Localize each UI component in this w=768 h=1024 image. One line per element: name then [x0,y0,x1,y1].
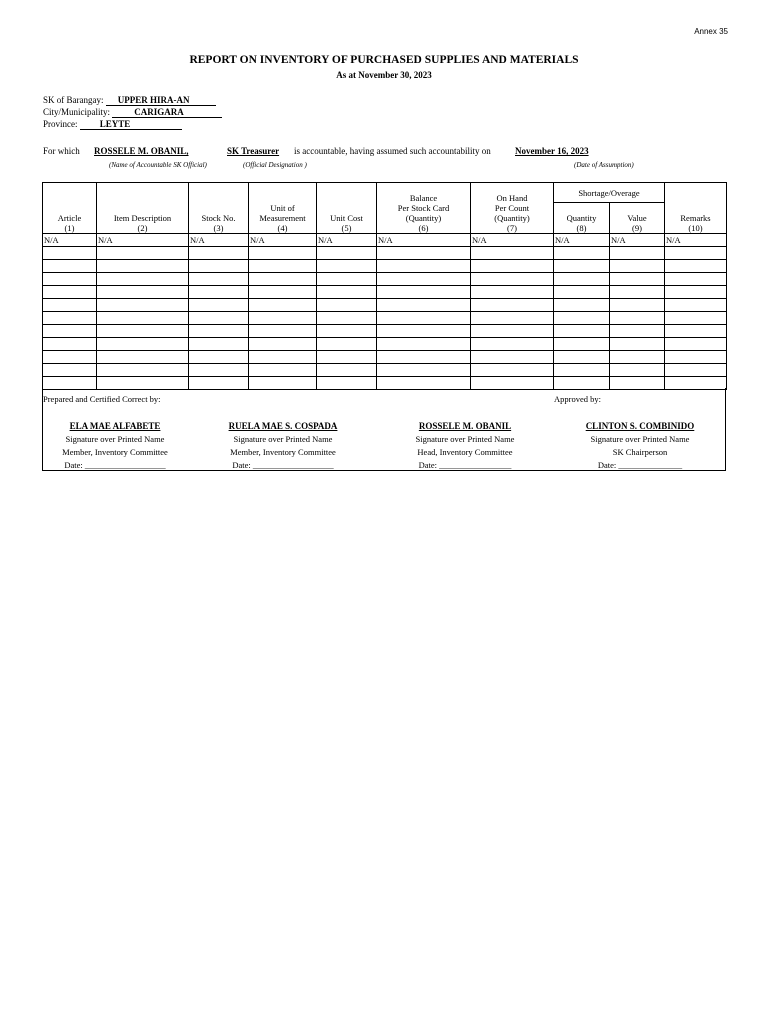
note-designation: (Official Designation ) [243,161,307,169]
assumption-date: November 16, 2023 [515,146,589,156]
signatory-caption: Signature over Printed Name [415,434,515,444]
table-cell [610,338,665,351]
province-value: LEYTE [80,119,182,130]
table-cell [610,247,665,260]
signatory-position: Head, Inventory Committee [417,447,513,457]
table-cell [665,364,727,377]
col-shortage-overage: Shortage/Overage [554,183,665,203]
signatory-name: CLINTON S. COMBINIDO [585,421,695,431]
table-cell [43,325,97,338]
table-cell [610,273,665,286]
table-cell [471,299,554,312]
table-cell [317,247,377,260]
table-cell [377,351,471,364]
signatory-2 [198,420,368,472]
table-cell [189,364,249,377]
province-row [43,119,182,130]
col-remarks: Remarks (10) [665,183,727,234]
table-cell [97,338,189,351]
table-cell [471,273,554,286]
signatory-date: Date: ___________________ [232,460,334,470]
signatory-4 [555,420,725,472]
table-cell [97,260,189,273]
signatory-position: SK Chairperson [612,447,668,457]
table-cell [554,325,610,338]
table-cell [610,260,665,273]
table-cell [97,273,189,286]
table-cell [610,364,665,377]
table-row [43,234,727,247]
table-cell [377,338,471,351]
table-cell [377,312,471,325]
table-cell [377,364,471,377]
table-cell [471,338,554,351]
table-cell: N/A [317,234,377,247]
table-cell: N/A [610,234,665,247]
table-cell [377,260,471,273]
city-value: CARIGARA [112,107,222,118]
table-cell [554,286,610,299]
annex-label: Annex 35 [694,27,728,36]
table-cell [610,286,665,299]
table-cell [377,325,471,338]
table-cell [317,364,377,377]
table-row [43,351,727,364]
table-cell [189,247,249,260]
accountability-text: is accountable, having assumed such accountability on [294,146,491,156]
table-cell [471,364,554,377]
table-cell [43,247,97,260]
table-cell [377,247,471,260]
table-cell [377,299,471,312]
city-row [43,107,222,118]
table-cell [554,273,610,286]
table-cell: N/A [665,234,727,247]
table-cell [554,312,610,325]
signatory-position: Member, Inventory Committee [230,447,336,457]
table-cell [554,247,610,260]
table-cell [43,312,97,325]
inventory-body [43,234,727,390]
table-cell [610,351,665,364]
table-cell [249,364,317,377]
table-row [43,286,727,299]
table-cell [43,286,97,299]
table-cell [610,325,665,338]
table-cell [665,299,727,312]
table-cell [665,286,727,299]
table-cell [189,299,249,312]
table-cell [317,351,377,364]
signature-section [42,388,726,471]
table-cell: N/A [43,234,97,247]
col-value: Value (9) [610,203,665,234]
col-item-description: Item Description (2) [97,183,189,234]
table-cell: N/A [97,234,189,247]
table-row [43,338,727,351]
table-cell [97,364,189,377]
table-cell [189,286,249,299]
col-unit-of-measurement: Unit of Measurement (4) [249,183,317,234]
table-cell [665,325,727,338]
table-row [43,325,727,338]
table-cell [43,299,97,312]
table-cell [43,260,97,273]
table-row [43,299,727,312]
col-article: Article (1) [43,183,97,234]
table-row [43,273,727,286]
table-cell [249,351,317,364]
table-cell [249,273,317,286]
table-cell [665,312,727,325]
col-unit-cost: Unit Cost (5) [317,183,377,234]
table-cell [43,351,97,364]
table-cell [189,312,249,325]
table-cell [665,351,727,364]
signatory-date: Date: _________________ [418,460,512,470]
table-row [43,260,727,273]
table-cell [249,325,317,338]
report-title: REPORT ON INVENTORY OF PURCHASED SUPPLIES AND MATERIALS [189,54,579,66]
signatory-date: Date: _______________ [597,460,683,470]
table-cell [610,299,665,312]
table-cell: N/A [471,234,554,247]
barangay-row [43,95,216,106]
official-designation: SK Treasurer [227,146,280,156]
city-label: City/Municipality: [43,107,110,117]
table-cell [665,338,727,351]
table-cell [249,338,317,351]
inventory-table [42,182,727,390]
col-balance-per-stock-card: Balance Per Stock Card (Quantity) (6) [377,183,471,234]
table-cell [610,312,665,325]
table-cell [471,351,554,364]
table-cell [317,299,377,312]
table-cell [317,260,377,273]
table-cell [471,312,554,325]
table-cell [43,338,97,351]
barangay-value: UPPER HIRA-AN [106,95,216,106]
table-cell [189,338,249,351]
table-cell [97,312,189,325]
table-cell [317,338,377,351]
table-cell [554,338,610,351]
signatory-date: Date: ___________________ [64,460,166,470]
table-cell [665,260,727,273]
table-cell [665,247,727,260]
approved-by-label: Approved by: [554,394,601,404]
signatory-3 [380,420,550,472]
signatory-position: Member, Inventory Committee [62,447,168,457]
signatory-1 [30,420,200,472]
table-cell [471,325,554,338]
table-cell [554,299,610,312]
table-cell: N/A [249,234,317,247]
col-on-hand-per-count: On Hand Per Count (Quantity) (7) [471,183,554,234]
table-cell [471,260,554,273]
report-subtitle: As at November 30, 2023 [336,70,432,80]
signatory-name: RUELA MAE S. COSPADA [228,421,338,431]
table-cell [189,260,249,273]
province-label: Province: [43,119,78,129]
table-cell [377,286,471,299]
table-cell [97,286,189,299]
signatory-caption: Signature over Printed Name [65,434,165,444]
official-name: ROSSELE M. OBANIL, [94,146,189,156]
table-cell [189,273,249,286]
table-cell [249,247,317,260]
barangay-label: SK of Barangay: [43,95,104,105]
table-cell [665,273,727,286]
table-cell [554,351,610,364]
table-row [43,364,727,377]
signatory-caption: Signature over Printed Name [233,434,333,444]
table-cell [189,325,249,338]
table-cell [43,364,97,377]
table-cell [317,273,377,286]
table-cell [317,325,377,338]
table-cell [43,273,97,286]
table-cell [97,351,189,364]
table-cell [97,299,189,312]
signatory-name: ROSSELE M. OBANIL [418,421,512,431]
signatory-name: ELA MAE ALFABETE [69,421,161,431]
table-cell [377,273,471,286]
table-cell [471,286,554,299]
signatory-caption: Signature over Printed Name [590,434,690,444]
table-cell [317,286,377,299]
note-date: (Date of Assumption) [574,161,634,169]
table-cell: N/A [189,234,249,247]
table-cell [554,364,610,377]
table-cell: N/A [554,234,610,247]
prepared-by-label: Prepared and Certified Correct by: [43,394,161,404]
table-cell [249,286,317,299]
table-row [43,312,727,325]
table-cell [97,247,189,260]
table-cell [189,351,249,364]
table-cell [471,247,554,260]
table-cell [554,260,610,273]
table-cell [249,299,317,312]
for-which-text: For which [43,146,80,156]
table-cell [97,325,189,338]
table-cell [317,312,377,325]
col-stock-no: Stock No. (3) [189,183,249,234]
table-cell [249,260,317,273]
table-cell [249,312,317,325]
col-quantity: Quantity (8) [554,203,610,234]
note-name: (Name of Accountable SK Official) [109,161,207,169]
table-cell: N/A [377,234,471,247]
table-row [43,247,727,260]
